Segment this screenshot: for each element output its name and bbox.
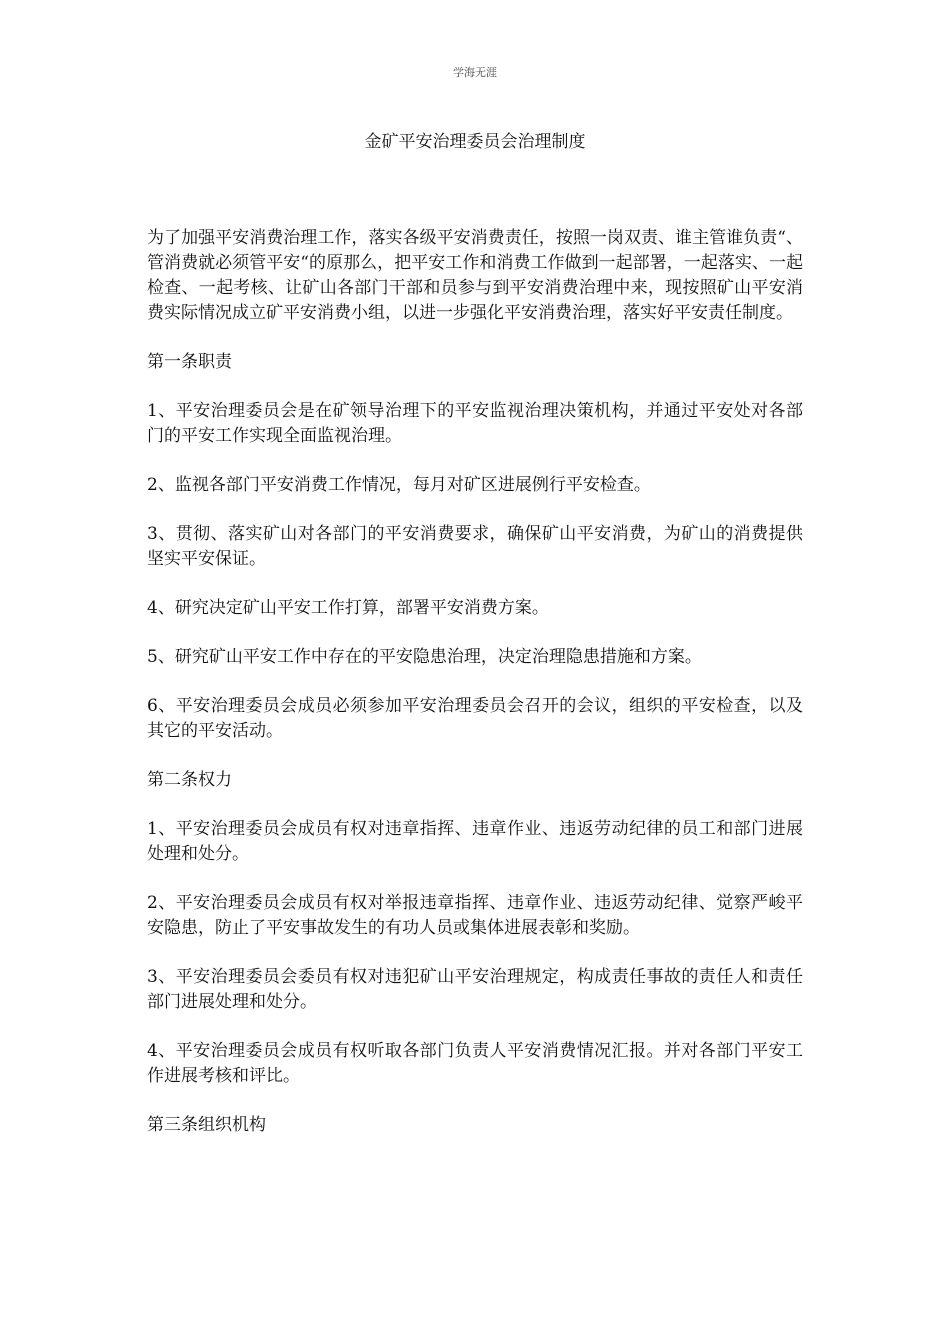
duty-item-4: 4、研究决定矿山平安工作打算，部署平安消费方案。 xyxy=(147,598,549,618)
power-item-3: 3、平安治理委员会委员有权对违犯矿山平安治理规定，构成责任事故的责任人和责任部门进展处理和处分。 xyxy=(147,967,803,1012)
duty-item-6: 6、平安治理委员会成员必须参加平安治理委员会召开的会议，组织的平安检查，以及其它的平安活动。 xyxy=(147,696,803,741)
section-heading-powers: 第二条权力 xyxy=(147,770,232,790)
power-item-2: 2、平安治理委员会成员有权对举报违章指挥、违章作业、违返劳动纪律、觉察严峻平安隐患，防止了平安事故发生的有功人员或集体进展表彰和奖励。 xyxy=(147,893,803,938)
power-item-4: 4、平安治理委员会成员有权听取各部门负责人平安消费情况汇报。并对各部门平安工作进展考核和评比。 xyxy=(147,1041,803,1086)
power-item-1: 1、平安治理委员会成员有权对违章指挥、违章作业、违返劳动纪律的员工和部门进展处理和处分。 xyxy=(147,819,803,864)
document-title: 金矿平安治理委员会治理制度 xyxy=(364,132,586,152)
duty-item-1: 1、平安治理委员会是在矿领导治理下的平安监视治理决策机构，并通过平安处对各部门的平安工作实现全面监视治理。 xyxy=(147,401,803,446)
page-header: 学海无涯 xyxy=(453,66,497,79)
duty-item-5: 5、研究矿山平安工作中存在的平安隐患治理，决定治理隐患措施和方案。 xyxy=(147,647,702,667)
section-heading-organization: 第三条组织机构 xyxy=(147,1115,266,1135)
intro-paragraph: 为了加强平安消费治理工作，落实各级平安消费责任，按照一岗双责、谁主管谁负责“、管消费就必须管平安“的原那么，把平安工作和消费工作做到一起部署，一起落实、一起检查、一起考核、让矿山各部门干部和员参与到平安消费治理中来，现按照矿山平安消费实际情况成立矿平安消费小组，以进一步强化平安消费治理，落实好平安责任制度。 xyxy=(147,228,803,323)
section-heading-duties: 第一条职责 xyxy=(147,352,232,372)
duty-item-3: 3、贯彻、落实矿山对各部门的平安消费要求，确保矿山平安消费，为矿山的消费提供坚实平安保证。 xyxy=(147,524,803,569)
duty-item-2: 2、监视各部门平安消费工作情况，每月对矿区进展例行平安检查。 xyxy=(147,475,651,495)
document-body xyxy=(147,226,803,1162)
